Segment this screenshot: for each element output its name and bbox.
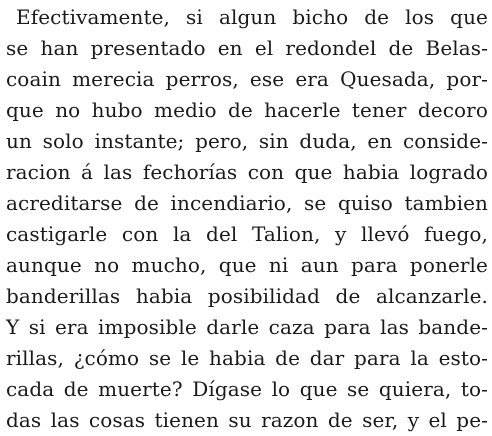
text-line: coain merecia perros, ese era Quesada, por-	[6, 67, 488, 91]
text-line: rillas, ¿cómo se le habia de dar para la esto-	[6, 346, 488, 370]
text-line: Y si era imposible darle caza para las bande-	[6, 315, 488, 339]
text-line: racion á las fechorías con que habia logrado	[6, 160, 488, 184]
body-text	[6, 2, 488, 436]
text-line: se han presentado en el redondel de Belas-	[6, 36, 488, 60]
text-line: cada de muerte? Dígase lo que se quiera, to-	[6, 377, 488, 401]
text-line: acreditarse de incendiario, se quiso tambien	[6, 191, 488, 215]
text-line: castigarle con la del Talion, y llevó fuego,	[6, 222, 488, 246]
text-line: que no hubo medio de hacerle tener decoro	[6, 98, 488, 122]
text-line: Efectivamente, si algun bicho de los que	[16, 5, 488, 29]
text-line: banderillas habia posibilidad de alcanzarle.	[6, 284, 488, 308]
text-line: aunque no mucho, que ni aun para ponerle	[6, 253, 488, 277]
text-line: un solo instante; pero, sin duda, en conside-	[6, 129, 488, 153]
text-line: das las cosas tienen su razon de ser, y el pe-	[6, 408, 488, 432]
